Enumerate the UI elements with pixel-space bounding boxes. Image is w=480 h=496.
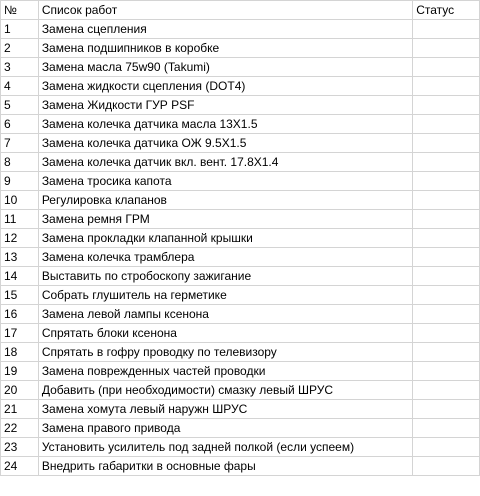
cell-task[interactable]: Замена поврежденных частей проводки: [38, 362, 412, 381]
cell-task[interactable]: Замена колечка трамблера: [38, 248, 412, 267]
table-row: [1, 58, 480, 77]
cell-task[interactable]: Замена подшипников в коробке: [38, 39, 412, 58]
cell-status[interactable]: [413, 267, 480, 286]
cell-status[interactable]: [413, 457, 480, 476]
cell-task[interactable]: Замена ремня ГРМ: [38, 210, 412, 229]
table-row: [1, 229, 480, 248]
cell-status[interactable]: [413, 96, 480, 115]
cell-status[interactable]: [413, 229, 480, 248]
cell-num[interactable]: 3: [1, 58, 39, 77]
cell-task[interactable]: Собрать глушитель на герметике: [38, 286, 412, 305]
cell-status[interactable]: [413, 210, 480, 229]
cell-task[interactable]: Замена прокладки клапанной крышки: [38, 229, 412, 248]
cell-status[interactable]: [413, 286, 480, 305]
header-cell-task[interactable]: Список работ: [38, 1, 412, 20]
cell-status[interactable]: [413, 39, 480, 58]
cell-num[interactable]: 13: [1, 248, 39, 267]
cell-status[interactable]: [413, 400, 480, 419]
table-row: [1, 77, 480, 96]
cell-task[interactable]: Замена Жидкости ГУР PSF: [38, 96, 412, 115]
cell-num[interactable]: 4: [1, 77, 39, 96]
table-row: [1, 419, 480, 438]
cell-task[interactable]: Замена хомута левый наружн ШРУС: [38, 400, 412, 419]
cell-status[interactable]: [413, 381, 480, 400]
cell-status[interactable]: [413, 134, 480, 153]
cell-num[interactable]: 14: [1, 267, 39, 286]
cell-task[interactable]: Замена жидкости сцепления (DOT4): [38, 77, 412, 96]
table-row: [1, 400, 480, 419]
table-row: [1, 191, 480, 210]
cell-num[interactable]: 15: [1, 286, 39, 305]
cell-status[interactable]: [413, 324, 480, 343]
cell-task[interactable]: Замена колечка датчик вкл. вент. 17.8Х1.4: [38, 153, 412, 172]
cell-status[interactable]: [413, 115, 480, 134]
cell-status[interactable]: [413, 362, 480, 381]
cell-num[interactable]: 16: [1, 305, 39, 324]
cell-task[interactable]: Спрятать в гофру проводку по телевизору: [38, 343, 412, 362]
cell-num[interactable]: 19: [1, 362, 39, 381]
cell-task[interactable]: Замена колечка датчика ОЖ 9.5Х1.5: [38, 134, 412, 153]
cell-num[interactable]: 23: [1, 438, 39, 457]
table-row: [1, 267, 480, 286]
table-row: [1, 153, 480, 172]
cell-task[interactable]: Спрятать блоки ксенона: [38, 324, 412, 343]
table-row: [1, 248, 480, 267]
cell-num[interactable]: 12: [1, 229, 39, 248]
cell-task[interactable]: Замена сцепления: [38, 20, 412, 39]
header-cell-num[interactable]: №: [1, 1, 39, 20]
cell-task[interactable]: Регулировка клапанов: [38, 191, 412, 210]
cell-num[interactable]: 18: [1, 343, 39, 362]
header-row: [1, 1, 480, 20]
cell-task[interactable]: Замена тросика капота: [38, 172, 412, 191]
cell-num[interactable]: 10: [1, 191, 39, 210]
table-row: [1, 286, 480, 305]
table-row: [1, 343, 480, 362]
table-row: [1, 362, 480, 381]
header-cell-status[interactable]: Статус: [413, 1, 480, 20]
cell-status[interactable]: [413, 191, 480, 210]
cell-task[interactable]: Замена колечка датчика масла 13Х1.5: [38, 115, 412, 134]
cell-num[interactable]: 2: [1, 39, 39, 58]
cell-num[interactable]: 9: [1, 172, 39, 191]
cell-num[interactable]: 7: [1, 134, 39, 153]
cell-status[interactable]: [413, 248, 480, 267]
table-row: [1, 438, 480, 457]
cell-task[interactable]: Выставить по стробоскопу зажигание: [38, 267, 412, 286]
table-row: [1, 324, 480, 343]
cell-num[interactable]: 11: [1, 210, 39, 229]
cell-task[interactable]: Замена масла 75w90 (Takumi): [38, 58, 412, 77]
cell-status[interactable]: [413, 438, 480, 457]
cell-num[interactable]: 24: [1, 457, 39, 476]
table-body: [1, 20, 480, 476]
table-row: [1, 134, 480, 153]
table-row: [1, 210, 480, 229]
cell-task[interactable]: Замена правого привода: [38, 419, 412, 438]
cell-status[interactable]: [413, 58, 480, 77]
cell-task[interactable]: Установить усилитель под задней полкой (если успеем): [38, 438, 412, 457]
cell-task[interactable]: Внедрить габаритки в основные фары: [38, 457, 412, 476]
table-row: [1, 172, 480, 191]
cell-status[interactable]: [413, 305, 480, 324]
cell-status[interactable]: [413, 153, 480, 172]
cell-status[interactable]: [413, 77, 480, 96]
cell-status[interactable]: [413, 343, 480, 362]
cell-num[interactable]: 20: [1, 381, 39, 400]
table-row: [1, 305, 480, 324]
cell-num[interactable]: 6: [1, 115, 39, 134]
cell-task[interactable]: Добавить (при необходимости) смазку левый ШРУС: [38, 381, 412, 400]
table-row: [1, 20, 480, 39]
table-row: [1, 457, 480, 476]
cell-status[interactable]: [413, 20, 480, 39]
cell-num[interactable]: 21: [1, 400, 39, 419]
table-row: [1, 96, 480, 115]
cell-num[interactable]: 1: [1, 20, 39, 39]
cell-task[interactable]: Замена левой лампы ксенона: [38, 305, 412, 324]
cell-num[interactable]: 22: [1, 419, 39, 438]
table-row: [1, 115, 480, 134]
cell-status[interactable]: [413, 172, 480, 191]
cell-num[interactable]: 5: [1, 96, 39, 115]
cell-num[interactable]: 8: [1, 153, 39, 172]
table-row: [1, 39, 480, 58]
cell-num[interactable]: 17: [1, 324, 39, 343]
table-row: [1, 381, 480, 400]
cell-status[interactable]: [413, 419, 480, 438]
